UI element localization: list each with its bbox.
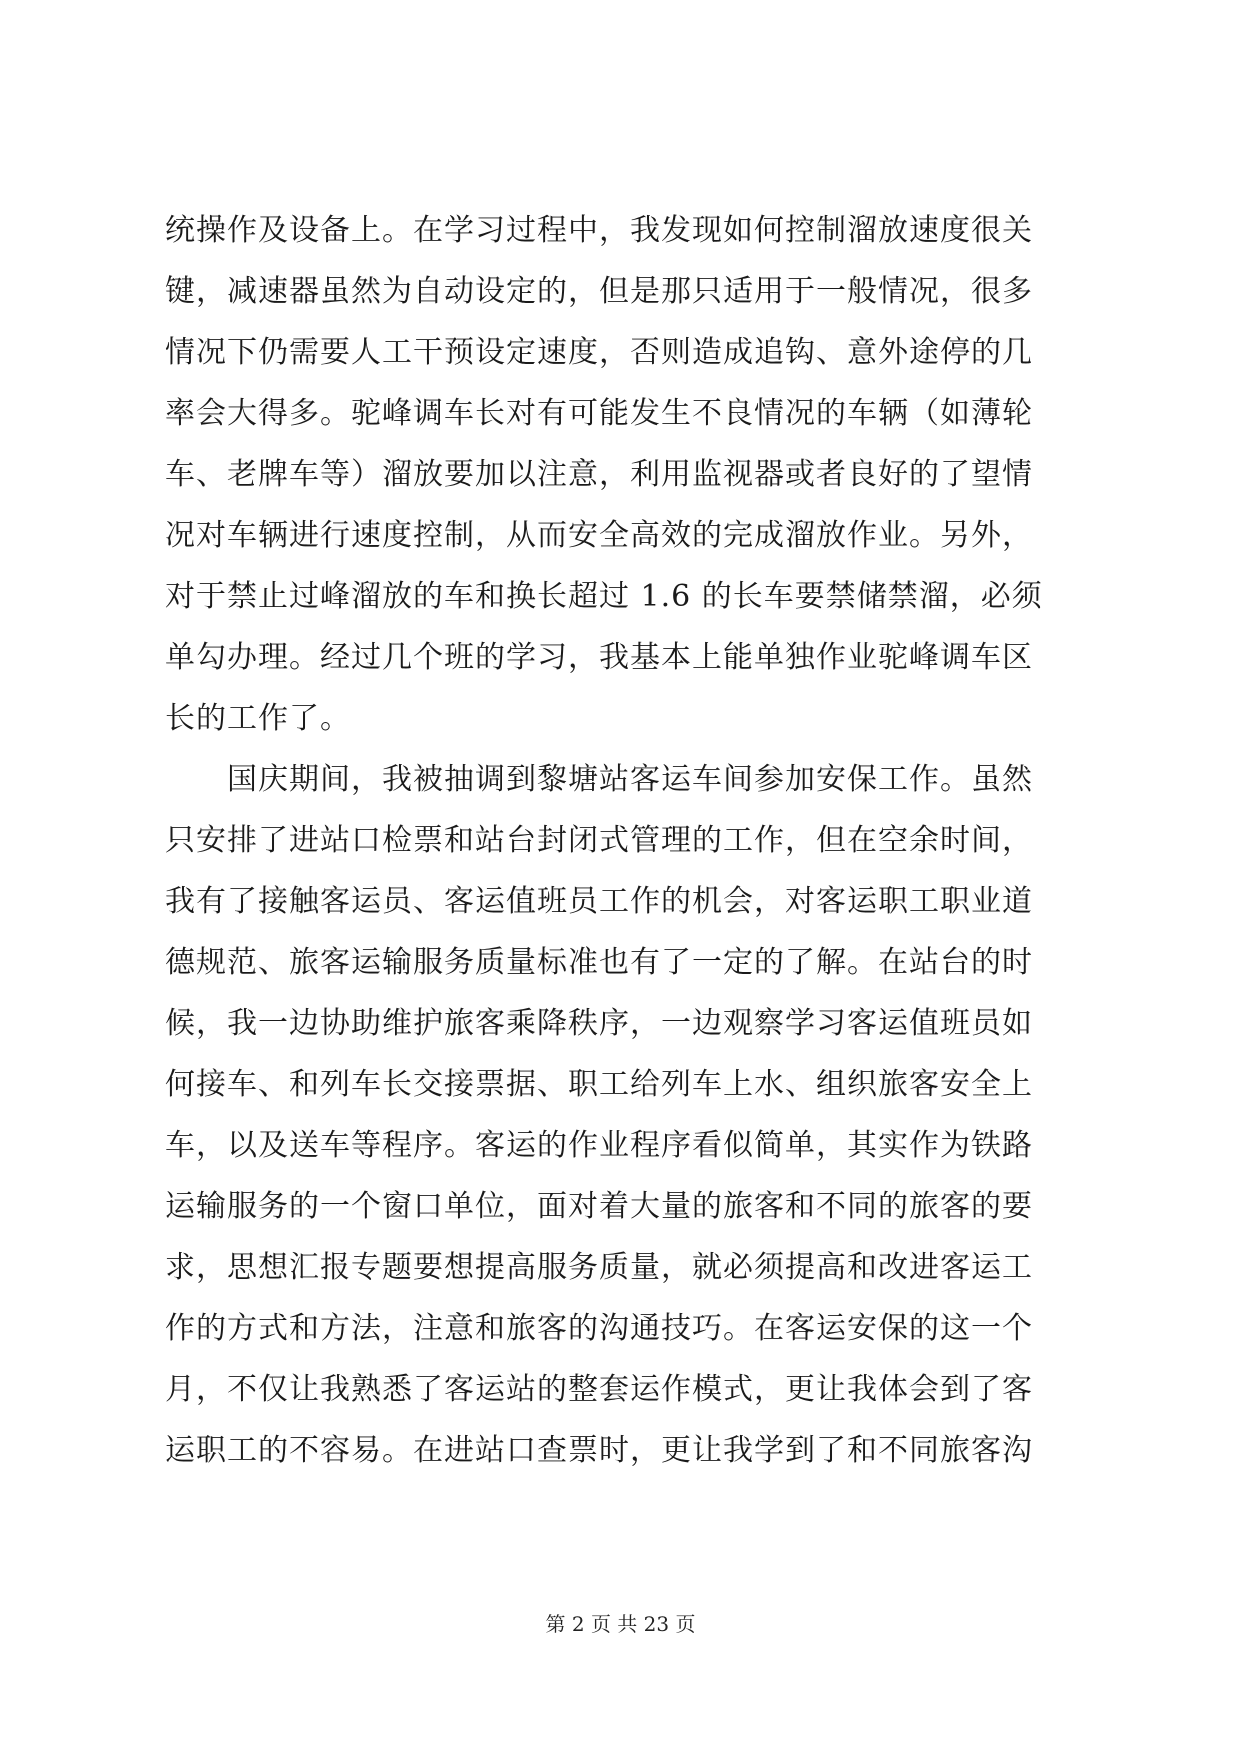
text-line: 键，减速器虽然为自动设定的，但是那只适用于一般情况，很多 [165, 274, 1033, 309]
text-line: 我有了接触客运员、客运值班员工作的机会，对客运职工职业道 [165, 884, 1033, 919]
text-line: 只安排了进站口检票和站台封闭式管理的工作，但在空余时间， [165, 823, 1033, 858]
page-number-footer: 第 2 页 共 23 页 [545, 1612, 696, 1636]
text-line: 对于禁止过峰溜放的车和换长超过 1.6 的长车要禁储禁溜，必须 [165, 579, 1043, 614]
text-line: 单勾办理。经过几个班的学习，我基本上能单独作业驼峰调车区 [165, 640, 1033, 675]
text-line: 何接车、和列车长交接票据、职工给列车上水、组织旅客安全上 [165, 1067, 1033, 1102]
text-line: 统操作及设备上。在学习过程中，我发现如何控制溜放速度很关 [165, 213, 1033, 248]
text-line: 运输服务的一个窗口单位，面对着大量的旅客和不同的旅客的要 [165, 1189, 1033, 1224]
text-line: 车、老牌车等）溜放要加以注意，利用监视器或者良好的了望情 [165, 457, 1033, 492]
text-line: 德规范、旅客运输服务质量标准也有了一定的了解。在站台的时 [165, 945, 1033, 980]
text-line: 情况下仍需要人工干预设定速度，否则造成追钩、意外途停的几 [165, 335, 1033, 370]
text-line: 车，以及送车等程序。客运的作业程序看似简单，其实作为铁路 [165, 1128, 1033, 1163]
body-text [165, 200, 1085, 1481]
text-line: 国庆期间，我被抽调到黎塘站客运车间参加安保工作。虽然 [165, 762, 1033, 797]
text-line: 长的工作了。 [165, 701, 351, 736]
text-line: 月，不仅让我熟悉了客运站的整套运作模式，更让我体会到了客 [165, 1372, 1033, 1407]
text-line: 候，我一边协助维护旅客乘降秩序，一边观察学习客运值班员如 [165, 1006, 1033, 1041]
text-line: 求，思想汇报专题要想提高服务质量，就必须提高和改进客运工 [165, 1250, 1033, 1285]
text-line: 运职工的不容易。在进站口查票时，更让我学到了和不同旅客沟 [165, 1433, 1033, 1468]
text-line: 况对车辆进行速度控制，从而安全高效的完成溜放作业。另外， [165, 518, 1033, 553]
text-line: 率会大得多。驼峰调车长对有可能发生不良情况的车辆（如薄轮 [165, 396, 1033, 431]
text-line: 作的方式和方法，注意和旅客的沟通技巧。在客运安保的这一个 [165, 1311, 1033, 1346]
